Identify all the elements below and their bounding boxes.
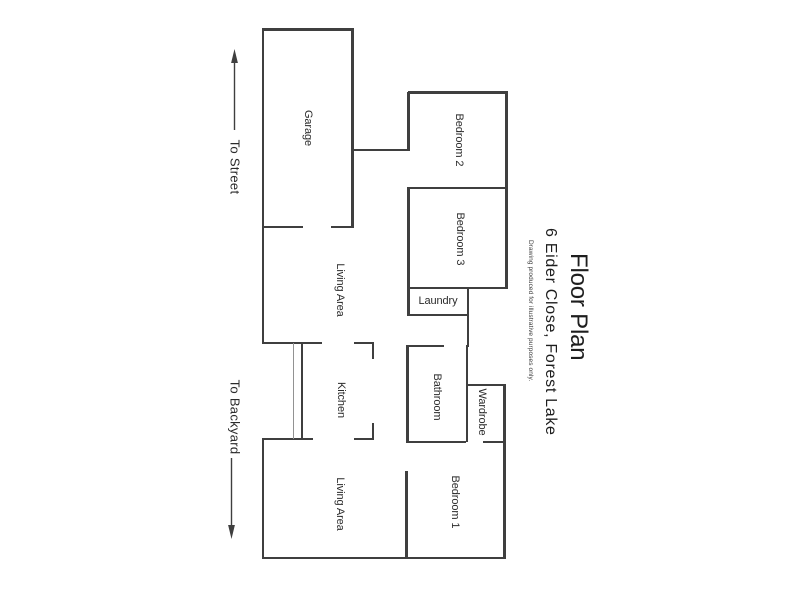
room-label-bedroom-1: Bedroom 1 bbox=[449, 475, 461, 529]
to-street-label: To Street bbox=[227, 139, 243, 195]
wall-segment bbox=[467, 287, 469, 347]
wall-segment bbox=[466, 345, 468, 442]
room-label-bathroom: Bathroom bbox=[431, 373, 443, 421]
wall-segment bbox=[262, 557, 506, 560]
wall-segment bbox=[293, 343, 295, 439]
wall-segment bbox=[352, 149, 410, 151]
page-title: Floor Plan bbox=[565, 253, 592, 361]
wall-segment bbox=[466, 384, 506, 386]
wall-segment bbox=[262, 28, 265, 344]
room-label-laundry: Laundry bbox=[418, 295, 458, 307]
wall-segment bbox=[354, 342, 374, 344]
wall-segment bbox=[407, 345, 410, 443]
wall-segment bbox=[354, 438, 374, 440]
wall-segment bbox=[408, 92, 411, 150]
wall-segment bbox=[408, 187, 411, 316]
wall-segment bbox=[262, 226, 303, 228]
wall-segment bbox=[406, 471, 409, 559]
wall-segment bbox=[352, 29, 355, 227]
room-label-living-area-front: Living Area bbox=[334, 263, 346, 317]
room-label-garage: Garage bbox=[302, 109, 314, 147]
room-label-wardrobe: Wardrobe bbox=[476, 388, 488, 436]
wall-segment bbox=[408, 314, 469, 316]
wall-segment bbox=[262, 342, 322, 344]
wall-segment bbox=[408, 91, 508, 94]
page-disclaimer: Drawing produced for illustrative purposes only. bbox=[527, 240, 534, 382]
wall-segment bbox=[407, 345, 444, 347]
wall-segment bbox=[262, 438, 313, 440]
room-label-bedroom-3: Bedroom 3 bbox=[454, 212, 466, 266]
page-subtitle: 6 Eider Close, Forest Lake bbox=[542, 228, 559, 436]
to-backyard-label: To Backyard bbox=[227, 379, 243, 455]
wall-segment bbox=[483, 441, 506, 443]
wall-segment bbox=[372, 342, 374, 359]
room-label-kitchen: Kitchen bbox=[335, 382, 347, 418]
wall-segment bbox=[506, 92, 509, 288]
wall-segment bbox=[407, 287, 508, 289]
room-label-living-area-back: Living Area bbox=[334, 477, 346, 531]
room-label-bedroom-2: Bedroom 2 bbox=[453, 113, 465, 167]
wall-segment bbox=[408, 187, 508, 189]
wall-segment bbox=[301, 343, 303, 439]
wall-segment bbox=[407, 441, 466, 443]
wall-segment bbox=[262, 28, 354, 31]
to-backyard-arrow-icon bbox=[225, 452, 238, 544]
wall-segment bbox=[331, 226, 354, 228]
wall-segment bbox=[262, 439, 265, 559]
wall-segment bbox=[504, 385, 507, 559]
to-street-arrow-icon bbox=[228, 46, 241, 136]
